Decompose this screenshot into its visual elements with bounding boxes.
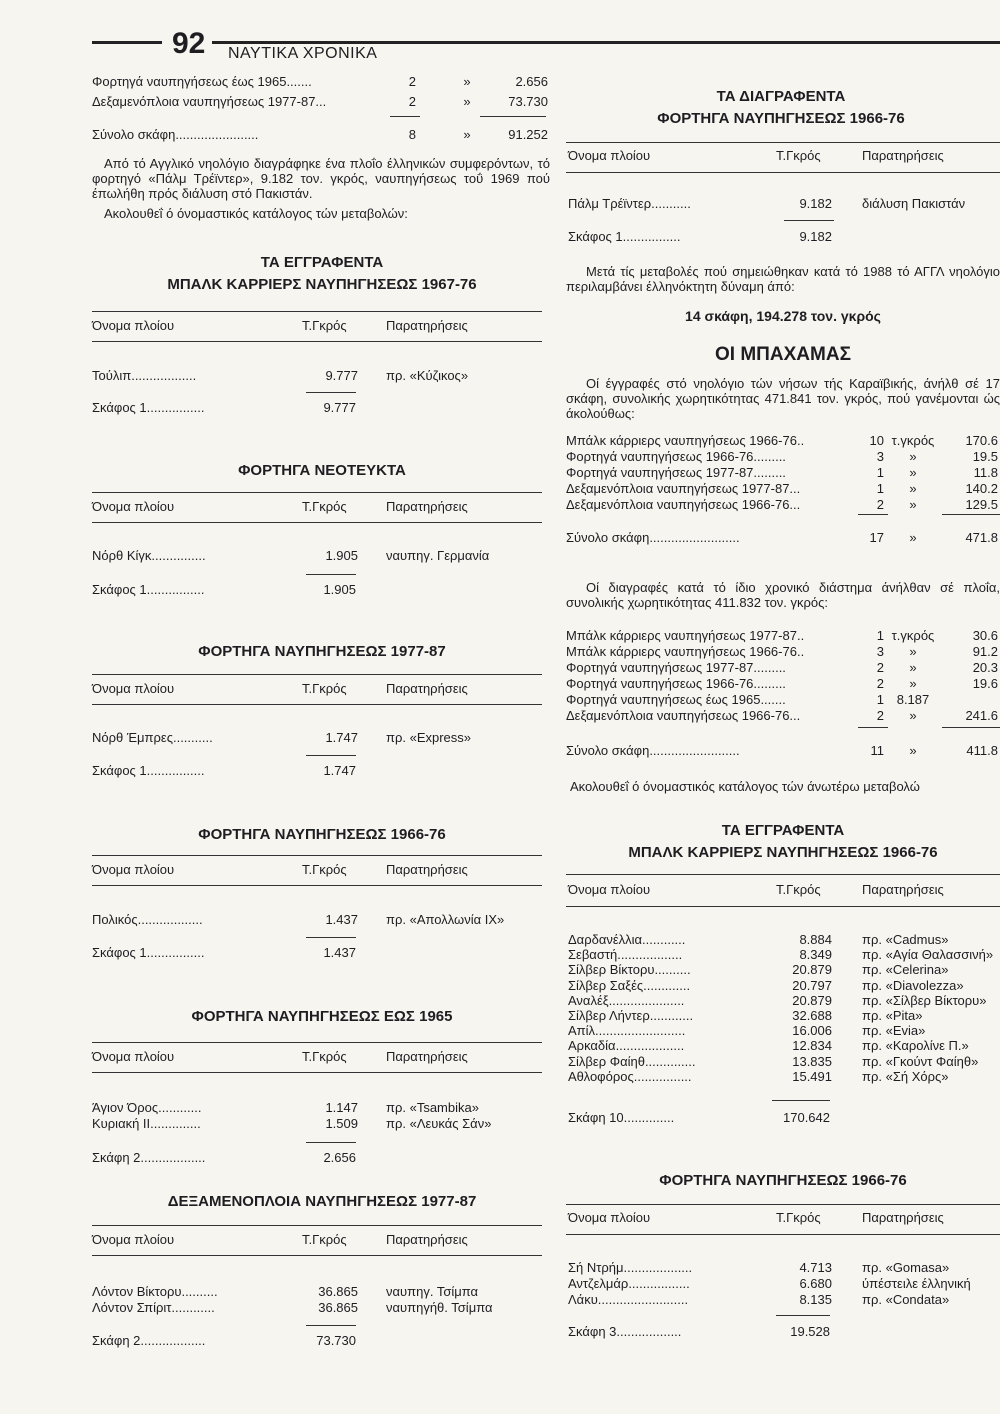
deletion-total-label: Σύνολο σκάφη.........................: [566, 743, 740, 758]
table-top-rule: [92, 1042, 542, 1043]
ship-row-grt: 1.437: [325, 912, 358, 927]
registration-row-unit: »: [909, 465, 917, 480]
registration-row-count: 1: [876, 481, 884, 496]
bulk-row-name: Σίλβερ Φαίηθ..............: [568, 1053, 696, 1069]
registration-row-count: 3: [876, 449, 884, 464]
registration-total-count: 17: [869, 530, 884, 545]
total-rule: [784, 220, 834, 221]
bulk-row-name: Δαρδανέλλια............: [568, 932, 686, 947]
table-header-rule: [92, 341, 542, 342]
section-total-grt: 9.777: [323, 400, 356, 415]
bulk-row-notes: πρ. «Cadmus»: [862, 932, 949, 947]
ship-row-grt: 1.905: [325, 548, 358, 563]
deleted-table-grt-header: Τ.Γκρός: [776, 148, 821, 163]
left-table-name-header: Όνομα πλοίου: [92, 1049, 175, 1064]
table-header-rule: [566, 172, 1000, 173]
deletion-row-value: 241.6: [965, 708, 998, 723]
registration-row-unit: τ.γκρός: [891, 433, 935, 448]
table-top-rule: [92, 1225, 542, 1226]
section-total-label: Σκάφος 1................: [92, 400, 205, 415]
registration-total-label: Σύνολο σκάφη.........................: [566, 530, 740, 545]
section-total-grt: 1.437: [323, 945, 356, 960]
intro-paragraph: Από τό Αγγλικό νηολόγιο διαγράφηκε ένα πλοΐο έλληνικών συμφερόντων, τό φορτηγό «Πάλμ Τρέϊντερ», 9.182 τον. γκρός, ναυπηγήσεως τοΰ 1969 πού έπωλήθη πρός διάλυση στό Πακιστάν.: [92, 156, 550, 201]
cargo-row-name: Αντζελμάρ.................: [568, 1276, 690, 1291]
ship-row-notes: πρ. «Απολλωνία IX»: [386, 912, 505, 927]
summary-row-label: Φορτηγά ναυπηγήσεως έως 1965.......: [92, 74, 312, 89]
after-changes-text: Μετά τίς μεταβολές πού σημειώθηκαν κατά τό 1988 τό ΑΓΓΛ νηολόγιο περιλαμβάνει έλληνόκτητη δύναμη άπό:: [566, 264, 1000, 294]
bulk-row-grt: 16.006: [792, 1023, 832, 1039]
deletion-total-unit: »: [909, 743, 917, 758]
left-table-name-header: Όνομα πλοίου: [92, 862, 175, 877]
registration-row-unit: »: [909, 449, 917, 464]
ship-row-grt: 36.865: [318, 1300, 358, 1315]
ship-row-name: Πολικός..................: [92, 912, 203, 927]
left-table-notes-header: Παρατηρήσεις: [386, 1049, 468, 1064]
bulk-row-grt: 20.797: [792, 977, 832, 993]
left-table-name-header: Όνομα πλοίου: [92, 318, 175, 333]
cargo-row-name: Λάκυ.........................: [568, 1292, 689, 1307]
bulk-row-notes: πρ. «Σίλβερ Βίκτορυ»: [862, 992, 987, 1008]
bulk-row-name: Σεβαστή..................: [568, 947, 683, 963]
cargo-title: ΦΟΡΤΗΓΑ ΝΑΥΠΗΓΗΣΕΩΣ 1966-76: [659, 1172, 907, 1189]
summary-row-value: 2.656: [515, 74, 548, 89]
deleted-row-notes: διάλυση Πακιστάν: [862, 196, 966, 211]
intro-paragraph-2: Ακολουθεΐ ό όνομαστικός κατάλογος τών μεταβολών:: [104, 206, 408, 221]
cargo-row-notes: πρ. «Condata»: [862, 1292, 950, 1307]
summary-total-value: 91.252: [508, 127, 548, 142]
total-rule: [480, 116, 546, 117]
list-intro: Ακολουθεΐ ό όνομαστικός κατάλογος τών άνωτέρω μεταβολώ: [570, 779, 920, 794]
cargo-row-grt: 4.713: [799, 1260, 832, 1275]
summary-total-count: 8: [408, 127, 416, 142]
section-title: ΦΟΡΤΗΓΑ ΝΑΥΠΗΓΗΣΕΩΣ ΕΩΣ 1965: [191, 1008, 453, 1025]
registration-row-label: Δεξαμενόπλοια ναυπηγήσεως 1966-76...: [566, 497, 801, 512]
bulk-table-notes-header: Παρατηρήσεις: [862, 882, 944, 897]
deletion-row-count: 3: [876, 644, 884, 659]
section-total-label: Σκάφη 2..................: [92, 1333, 206, 1348]
deleted-title: ΤΑ ΔΙΑΓΡΑΦΕΝΤΑ: [716, 88, 846, 105]
ship-row-name: Νόρθ Κίγκ...............: [92, 548, 206, 563]
deletion-row-label: Φορτηγά ναυπηγήσεως 1977-87.........: [566, 660, 786, 675]
deleted-row-grt: 9.182: [799, 196, 832, 211]
bahamas-intro: Οί έγγραφές στό νηολόγιο τών νήσων τής Καραϊβικής, άνήλθ σέ 17 σκάφη, συνολικής χωρητικότητας 471.841 τον. γκρός, πού γανέμονται ώς άκολούθως:: [566, 376, 1000, 421]
section-title: ΦΟΡΤΗΓΑ ΝΑΥΠΗΓΗΣΕΩΣ 1966-76: [198, 826, 446, 843]
deletion-row-count: 2: [876, 676, 884, 691]
bulk-row-grt: 15.491: [792, 1068, 832, 1084]
left-table-name-header: Όνομα πλοίου: [92, 681, 175, 696]
deletion-row-label: Δεξαμενόπλοια ναυπηγήσεως 1966-76...: [566, 708, 801, 723]
ship-row-name: Λόντον Βίκτορυ..........: [92, 1284, 218, 1299]
summary-row-count: 2: [408, 94, 416, 109]
page-number: 92: [172, 27, 206, 60]
bulk-row-grt: 13.835: [792, 1053, 832, 1069]
ship-row-grt: 36.865: [318, 1284, 358, 1299]
left-table-grt-header: Τ.Γκρός: [302, 681, 347, 696]
cargo-row-grt: 6.680: [799, 1276, 832, 1291]
bulk-row-grt: 20.879: [792, 962, 832, 978]
bulk-subtitle: ΜΠΑΛΚ ΚΑΡΡΙΕΡΣ ΝΑΥΠΗΓΗΣΕΩΣ 1966-76: [628, 844, 938, 861]
bulk-row-notes: πρ. «Σή Χόρς»: [862, 1068, 949, 1084]
registration-row-label: Φορτηγά ναυπηγήσεως 1966-76.........: [566, 449, 786, 464]
bulk-row-notes: πρ. «Αγία Θαλασσινή»: [862, 947, 994, 963]
deleted-total-label: Σκάφος 1................: [568, 229, 681, 244]
magazine-title: ΝΑΥΤΙΚΑ ΧΡΟΝΙΚΑ: [228, 45, 378, 62]
deleted-row-name: Πάλμ Τρέϊντερ...........: [568, 196, 691, 211]
registration-row-value: 129.5: [965, 497, 998, 512]
left-table-name-header: Όνομα πλοίου: [92, 499, 175, 514]
section-total-grt: 1.747: [323, 763, 356, 778]
registration-total-value: 471.8: [965, 530, 998, 545]
bulk-row-name: Σίλβερ Βίκτορυ..........: [568, 962, 691, 978]
section-total-label: Σκάφος 1................: [92, 582, 205, 597]
header-rule-right: [212, 41, 1000, 44]
summary-total-label: Σύνολο σκάφη.......................: [92, 127, 259, 142]
bulk-row-notes: πρ. «Evia»: [862, 1023, 926, 1039]
table-top-rule: [566, 142, 1000, 143]
deletion-row-count: 2: [876, 708, 884, 723]
cargo-total-grt: 19.528: [790, 1324, 830, 1339]
bulk-row-name: Σίλβερ Σαξές.............: [568, 977, 691, 993]
total-rule: [306, 1142, 356, 1143]
left-table-grt-header: Τ.Γκρός: [302, 1232, 347, 1247]
registration-row-value: 170.6: [965, 433, 998, 448]
deletion-row-count: 1: [876, 692, 884, 707]
table-header-rule: [92, 704, 542, 705]
deletion-row-count: 1: [876, 628, 884, 643]
total-rule: [942, 514, 1000, 515]
section-title: ΔΕΞΑΜΕΝΟΠΛΟΙΑ ΝΑΥΠΗΓΗΣΕΩΣ 1977-87: [167, 1193, 477, 1210]
ship-row-notes: πρ. «Κύζικος»: [386, 368, 469, 383]
ship-row-name: Κυριακή ΙΙ..............: [92, 1116, 201, 1131]
section-title: ΦΟΡΤΗΓΑ ΝΕΟΤΕΥΚΤΑ: [238, 462, 406, 479]
bulk-total-label: Σκάφη 10..............: [568, 1110, 675, 1125]
bahamas-title: ΟΙ ΜΠΑΧΑΜΑΣ: [715, 344, 851, 365]
ship-row-name: Τούλιπ..................: [92, 368, 197, 383]
bulk-row-notes: πρ. «Pita»: [862, 1008, 923, 1023]
registration-row-label: Φορτηγά ναυπηγήσεως 1977-87.........: [566, 465, 786, 480]
registration-row-label: Μπάλκ κάρριερς ναυπηγήσεως 1966-76..: [566, 433, 805, 448]
bulk-row-grt: 8.884: [799, 932, 832, 947]
left-table-grt-header: Τ.Γκρός: [302, 499, 347, 514]
left-table-notes-header: Παρατηρήσεις: [386, 1232, 468, 1247]
deletion-row-unit: τ.γκρός: [891, 628, 935, 643]
bulk-table-grt-header: Τ.Γκρός: [776, 882, 821, 897]
bulk-row-notes: πρ. «Celerina»: [862, 962, 949, 978]
deletion-total-value: 411.8: [966, 743, 998, 758]
table-header-rule: [92, 885, 542, 886]
left-table-notes-header: Παρατηρήσεις: [386, 499, 468, 514]
table-top-rule: [92, 855, 542, 856]
header-rule-left: [92, 41, 162, 44]
section-total-label: Σκάφος 1................: [92, 763, 205, 778]
deletion-row-label: Φορτηγά ναυπηγήσεως έως 1965.......: [566, 692, 786, 707]
deletion-row-unit: »: [909, 708, 917, 723]
left-table-notes-header: Παρατηρήσεις: [386, 318, 468, 333]
fleet-strength: 14 σκάφη, 194.278 τον. γκρός: [685, 308, 881, 324]
table-top-rule: [92, 311, 542, 312]
bulk-row-name: Αθλοφόρος................: [568, 1068, 692, 1084]
cargo-row-name: Σή Ντρήμ...................: [568, 1260, 693, 1275]
summary-row-unit: »: [463, 94, 471, 109]
deletion-row-count: 2: [876, 660, 884, 675]
total-rule: [390, 116, 420, 117]
deletion-row-value: 30.6: [972, 628, 998, 643]
bulk-row-notes: πρ. «Diavolezza»: [862, 977, 964, 993]
total-rule: [306, 755, 356, 756]
deleted-total-grt: 9.182: [799, 229, 832, 244]
ship-row-name: Λόντον Σπίριτ............: [92, 1300, 215, 1315]
total-rule: [306, 574, 356, 575]
left-table-notes-header: Παρατηρήσεις: [386, 681, 468, 696]
cargo-total-label: Σκάφη 3..................: [568, 1324, 682, 1339]
deleted-subtitle: ΦΟΡΤΗΓΑ ΝΑΥΠΗΓΗΣΕΩΣ 1966-76: [657, 110, 905, 127]
section-subtitle: ΜΠΑΛΚ ΚΑΡΡΙΕΡΣ ΝΑΥΠΗΓΗΣΕΩΣ 1967-76: [167, 276, 477, 293]
bulk-row-grt: 8.349: [799, 947, 832, 963]
registration-row-count: 1: [876, 465, 884, 480]
deletion-row-unit: »: [909, 660, 917, 675]
deletion-row-label: Φορτηγά ναυπηγήσεως 1966-76.........: [566, 676, 786, 691]
cargo-table-grt-header: Τ.Γκρός: [776, 1210, 821, 1225]
table-header-rule: [92, 1072, 542, 1073]
section-total-grt: 1.905: [323, 582, 356, 597]
left-table-grt-header: Τ.Γκρός: [302, 318, 347, 333]
total-rule: [858, 514, 888, 515]
bulk-row-name: Σίλβερ Λήντερ............: [568, 1008, 694, 1023]
summary-row-value: 73.730: [508, 94, 548, 109]
section-total-label: Σκάφη 2..................: [92, 1150, 206, 1165]
registration-row-unit: »: [909, 497, 917, 512]
left-table-grt-header: Τ.Γκρός: [302, 862, 347, 877]
table-top-rule: [92, 492, 542, 493]
summary-row-label: Δεξαμενόπλοια ναυπηγήσεως 1977-87...: [92, 94, 327, 109]
bulk-row-name: Αναλέξ.....................: [568, 992, 685, 1008]
ship-row-notes: πρ. «Λευκάς Σάν»: [386, 1116, 492, 1131]
total-rule: [306, 1325, 356, 1326]
bulk-row-name: Απίλ.........................: [568, 1023, 686, 1039]
ship-row-grt: 9.777: [325, 368, 358, 383]
left-table-name-header: Όνομα πλοίου: [92, 1232, 175, 1247]
bulk-row-name: Αρκαδία...................: [568, 1038, 685, 1054]
cargo-row-notes: ύπέστειλε έλληνική: [862, 1276, 971, 1291]
total-rule: [858, 727, 888, 728]
total-rule: [942, 727, 1000, 728]
table-top-rule: [566, 874, 1000, 875]
ship-row-name: Νόρθ Έμπρες...........: [92, 730, 213, 745]
section-total-grt: 73.730: [316, 1333, 356, 1348]
ship-row-notes: ναυπηγήθ. Τσίμπα: [386, 1300, 493, 1315]
section-title: ΦΟΡΤΗΓΑ ΝΑΥΠΗΓΗΣΕΩΣ 1977-87: [198, 643, 446, 660]
registration-row-label: Δεξαμενόπλοια ναυπηγήσεως 1977-87...: [566, 481, 801, 496]
summary-row-unit: »: [463, 74, 471, 89]
registration-row-value: 11.8: [973, 465, 998, 480]
summary-row-count: 2: [408, 74, 416, 89]
deletion-row-unit: »: [909, 676, 917, 691]
deletion-row-value: 91.2: [972, 644, 998, 659]
left-table-grt-header: Τ.Γκρός: [302, 1049, 347, 1064]
ship-row-notes: ναυπηγ. Γερμανία: [386, 548, 490, 563]
left-table-notes-header: Παρατηρήσεις: [386, 862, 468, 877]
section-title: ΤΑ ΕΓΓΡΑΦΕΝΤΑ: [260, 254, 384, 271]
deletion-row-label: Μπάλκ κάρριερς ναυπηγήσεως 1966-76..: [566, 644, 805, 659]
bulk-title: ΤΑ ΕΓΓΡΑΦΕΝΤΑ: [721, 822, 845, 839]
ship-row-grt: 1.509: [325, 1116, 358, 1131]
total-rule: [306, 937, 356, 938]
cargo-table-notes-header: Παρατηρήσεις: [862, 1210, 944, 1225]
total-rule: [772, 1100, 830, 1101]
bulk-row-grt: 32.688: [792, 1008, 832, 1023]
section-total-grt: 2.656: [323, 1150, 356, 1165]
deleted-table-name-header: Όνομα πλοίου: [568, 148, 651, 163]
total-rule: [306, 392, 356, 393]
table-header-rule: [92, 1255, 542, 1256]
registration-row-unit: »: [909, 481, 917, 496]
bulk-row-grt: 12.834: [792, 1038, 832, 1054]
table-top-rule: [566, 1204, 1000, 1205]
bulk-row-grt: 20.879: [792, 992, 832, 1008]
deletion-total-count: 11: [870, 743, 884, 758]
bulk-table-name-header: Όνομα πλοίου: [568, 882, 651, 897]
cargo-row-notes: πρ. «Gomasa»: [862, 1260, 950, 1275]
deletion-row-label: Μπάλκ κάρριερς ναυπηγήσεως 1977-87..: [566, 628, 805, 643]
ship-row-notes: πρ. «Tsambika»: [386, 1100, 479, 1115]
table-header-rule: [566, 906, 1000, 907]
table-top-rule: [92, 674, 542, 675]
summary-total-unit: »: [463, 127, 471, 142]
ship-row-grt: 1.147: [325, 1100, 358, 1115]
deletion-row-unit: 8.187: [896, 692, 930, 707]
table-header-rule: [566, 1234, 1000, 1235]
cargo-row-grt: 8.135: [799, 1292, 832, 1307]
ship-row-notes: ναυπηγ. Τσίμπα: [386, 1284, 479, 1299]
deletion-row-value: 19.6: [972, 676, 998, 691]
registration-row-count: 10: [869, 433, 884, 448]
total-rule: [776, 1315, 830, 1316]
ship-row-notes: πρ. «Express»: [386, 730, 472, 745]
bulk-row-notes: πρ. «Καρολίνε Π.»: [862, 1038, 969, 1054]
registration-row-value: 19.5: [972, 449, 998, 464]
ship-row-name: Άγιον Όρος............: [92, 1100, 202, 1115]
deletions-intro: Οί διαγραφές κατά τό ίδιο χρονικό διάστημα άνήλθαν σέ πλοΐα, συνολικής χωρητικότητας 411.832 τον. γκρός:: [566, 580, 1000, 610]
registration-row-count: 2: [876, 497, 884, 512]
cargo-table-name-header: Όνομα πλοίου: [568, 1210, 651, 1225]
registration-total-unit: »: [909, 530, 917, 545]
registration-row-value: 140.2: [965, 481, 998, 496]
deletion-row-value: 20.3: [972, 660, 998, 675]
bulk-total-grt: 170.642: [783, 1110, 830, 1125]
deleted-table-notes-header: Παρατηρήσεις: [862, 148, 944, 163]
section-total-label: Σκάφος 1................: [92, 945, 205, 960]
table-header-rule: [92, 522, 542, 523]
ship-row-grt: 1.747: [325, 730, 358, 745]
deletion-row-unit: »: [909, 644, 917, 659]
bulk-row-notes: πρ. «Γκούντ Φαίηθ»: [862, 1053, 979, 1069]
